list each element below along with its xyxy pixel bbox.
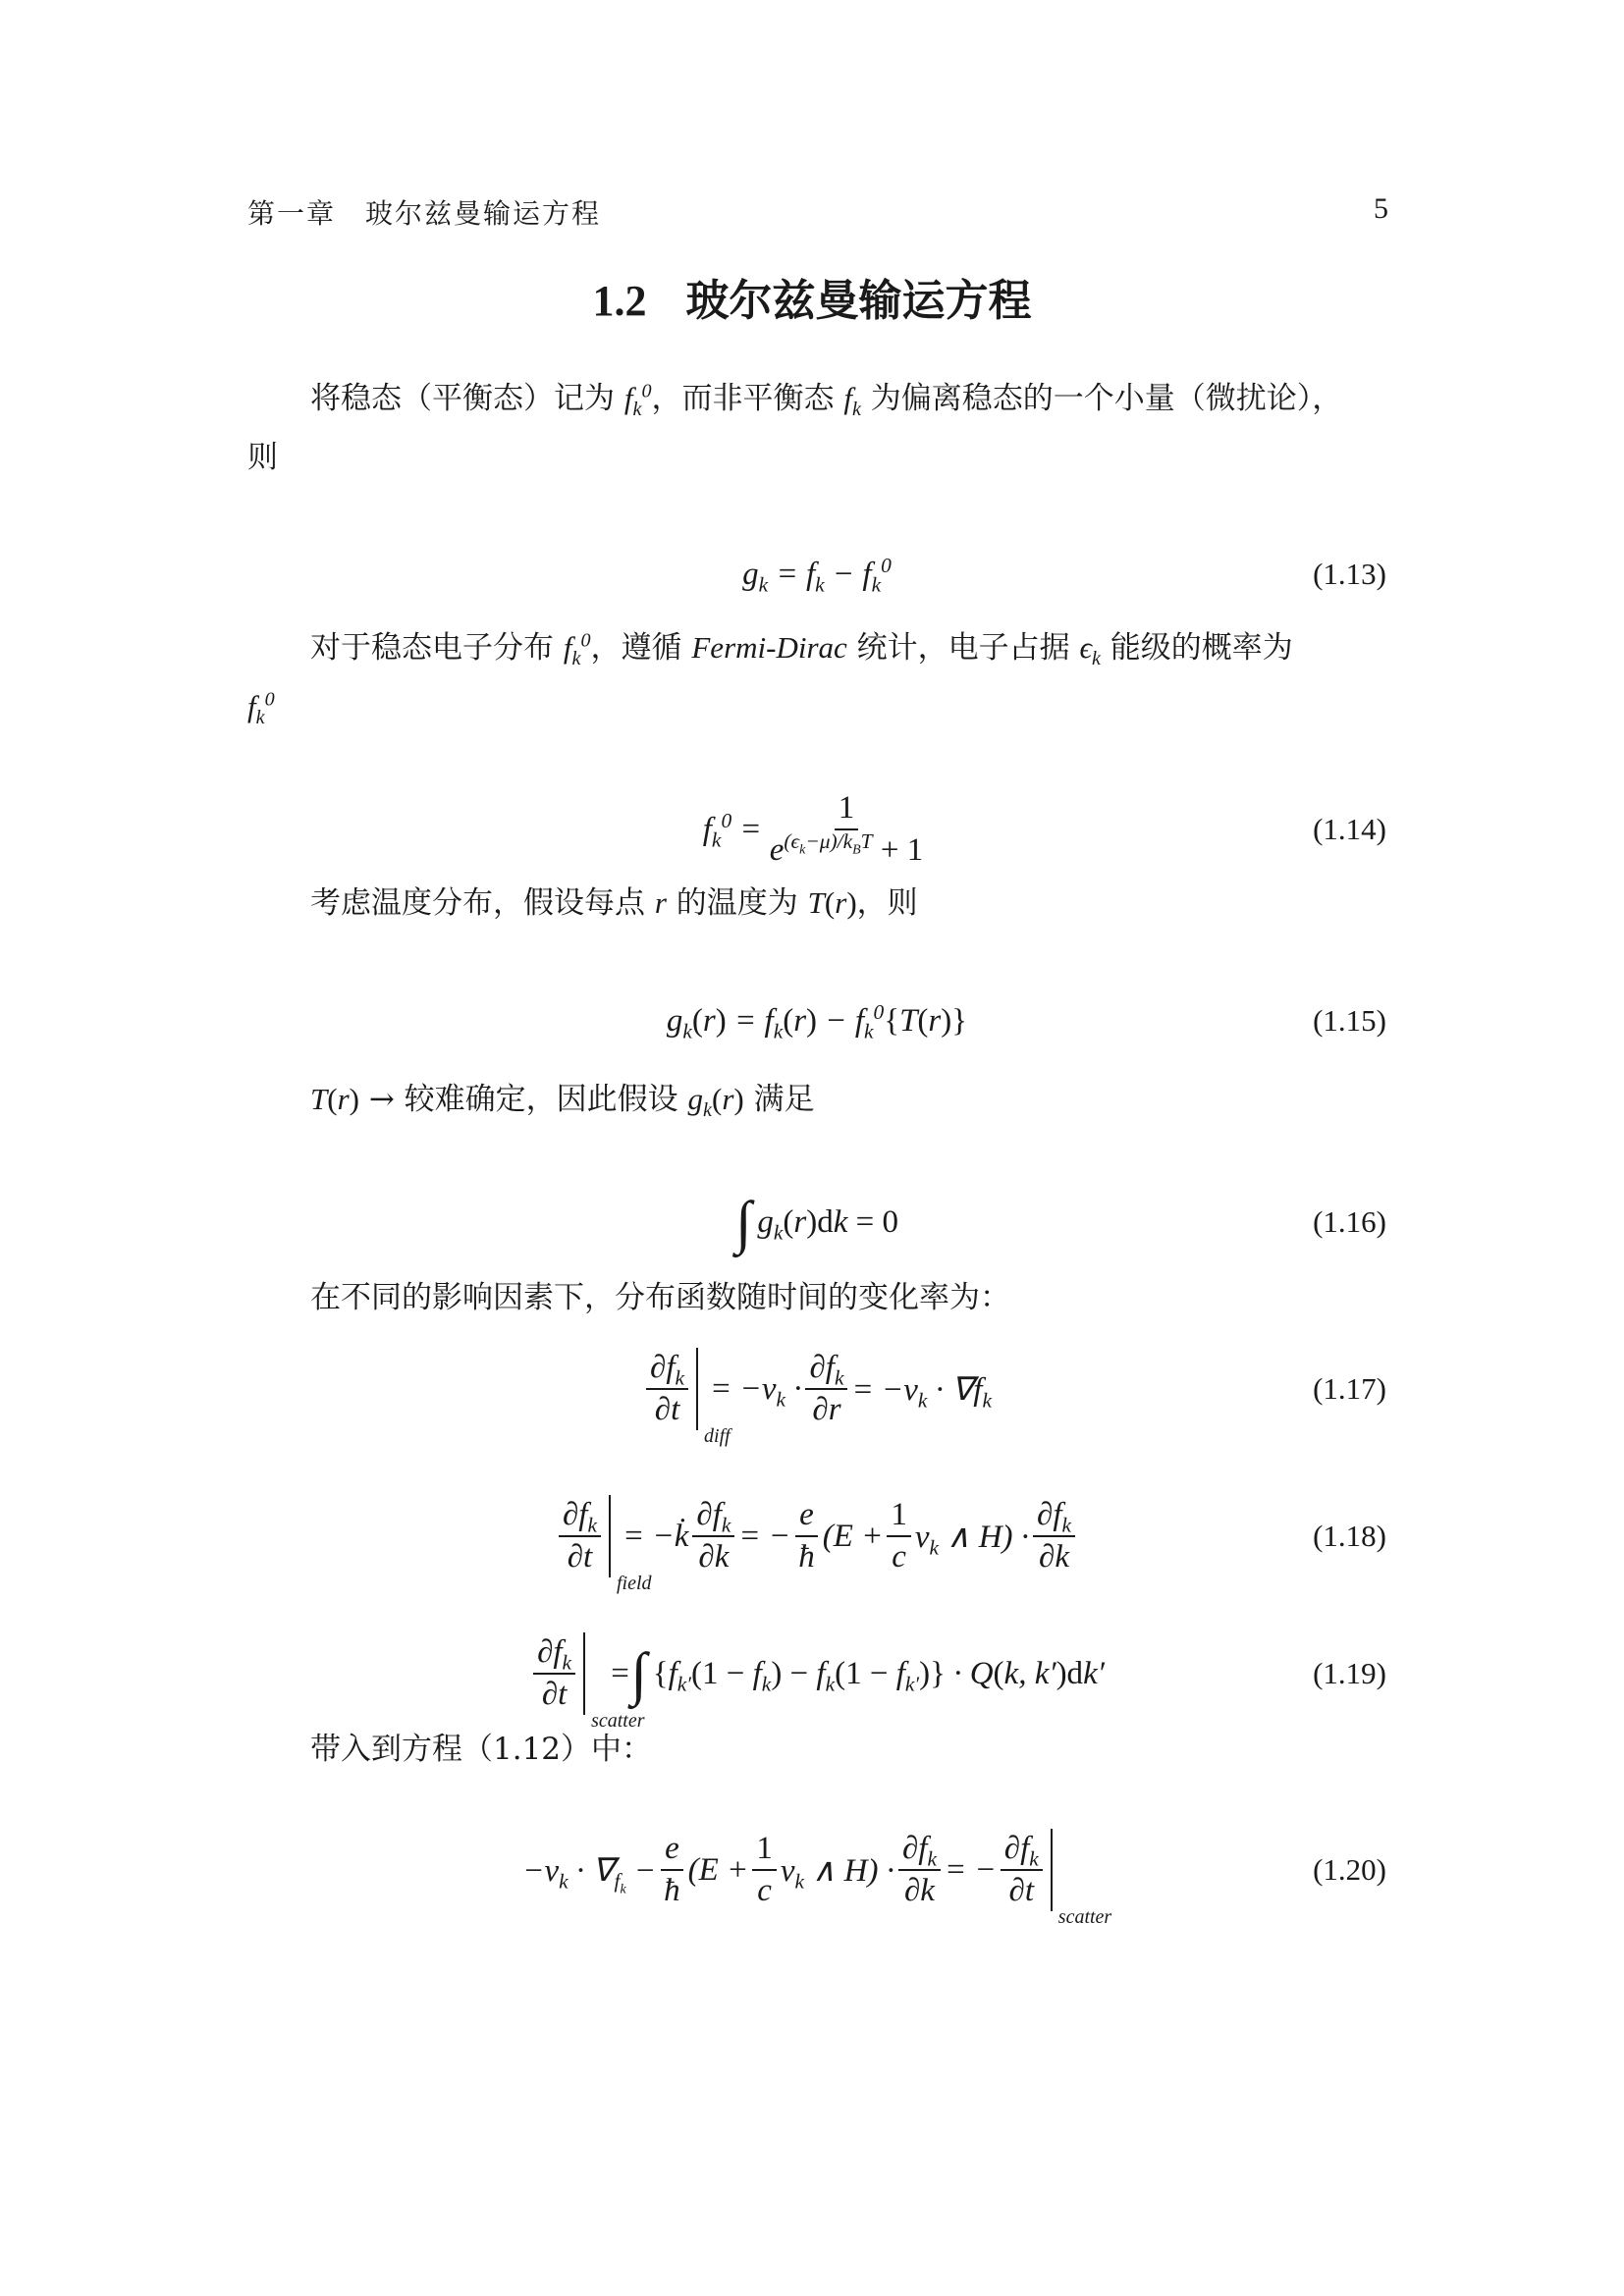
paragraph-temperature: 考虑温度分布，假设每点 r 的温度为 T(r)，则 (310, 885, 918, 921)
equation-number: (1.20) (1313, 1852, 1386, 1887)
paragraph-steady-state: 将稳态（平衡态）记为 $f_k^0$，而非平衡态 $f_k$ 为偏离稳态的一个小量（微扰论）， (310, 380, 1343, 421)
paragraph-rate-of-change: 在不同的影响因素下，分布函数随时间的变化率为： (310, 1280, 1010, 1315)
paragraph-then: 则 (247, 440, 278, 475)
page-number: 5 (1374, 192, 1388, 225)
equation-1-14: $f_k^0$ = $\frac{1}{e^{(\epsilon_k-\mu)/k_BT} + 1}$ (1.14) (702, 790, 1386, 868)
equation-number: (1.17) (1313, 1371, 1386, 1406)
section-number: 1.2 (592, 277, 647, 325)
equation-1-15: $g_k(r) = f_k(r) - f_k^0\{T(r)\}$ (1.15) (666, 999, 1386, 1043)
equation-number: (1.15) (1313, 1003, 1386, 1038)
equation-1-16: ∫ $g_k(r)dk = 0$ (1.16) (734, 1189, 1386, 1255)
section-title-text: 玻尔兹曼输运方程 (685, 276, 1032, 326)
paragraph-substitute: 带入到方程（1.12）中： (310, 1732, 653, 1767)
paragraph-fermi-dirac: 对于稳态电子分布 $f_k^0$，遵循 Fermi-Dirac 统计，电子占据 $\epsilon_k$ 能级的概率为 (310, 629, 1293, 670)
equation-1-20: $-v_k \cdot \nabla_{f_k}$ − $\frac{e}{ħ}$ (E + $\frac{1}{c}$ $v_k$ ∧ H) · $\frac{\partial f_k}{\partial k}$ = − $\frac{\partial f_k}{\partial t}$ scatter (1.20) (522, 1831, 1386, 1928)
equation-number: (1.18) (1313, 1519, 1386, 1553)
math-fk0: $f_k^0$ (623, 380, 652, 421)
equation-1-19: $\frac{\partial f_k}{\partial t}$ scatter = ∫ $\{f_{k'}(1 - f_k) - f_k(1 - f_{k'})\} \cdot Q(k$, k′)dk′ (1.19) (247, 1620, 1386, 1728)
equation-number: (1.19) (1313, 1656, 1386, 1690)
equation-1-18: $\frac{\partial f_k}{\partial t}$ field = −k̇ $\frac{\partial f_k}{\partial k}$ = − $\frac{e}{ħ}$ (E + $\frac{1}{c}$ $v_k$ ∧ H) · $\frac{\partial f_k}{\partial k}$ (1.18) (247, 1482, 1386, 1590)
section-title (0, 265, 1624, 328)
paragraph-assume: T(r) → 较难确定，因此假设 $g_k(r)$ 满足 (310, 1082, 815, 1122)
equation-number: (1.13) (1313, 557, 1386, 591)
math-fk: $f_k$ (843, 381, 861, 421)
equation-1-13: $g_k = f_k - f_k^0$ (1.13) (742, 553, 1386, 597)
equation-number: (1.16) (1313, 1204, 1386, 1239)
equation-1-17: $\frac{\partial f_k}{\partial t}$ diff = $-v_k$ · $\frac{\partial f_k}{\partial r}$ = $-v_k \cdot \nabla f_k$ (1.17) (247, 1335, 1386, 1443)
equation-number: (1.14) (1313, 812, 1386, 846)
running-header-chapter: 第一章 玻尔兹曼输运方程 (247, 197, 602, 230)
paragraph-fk0: $f_k^0$ (247, 688, 275, 729)
